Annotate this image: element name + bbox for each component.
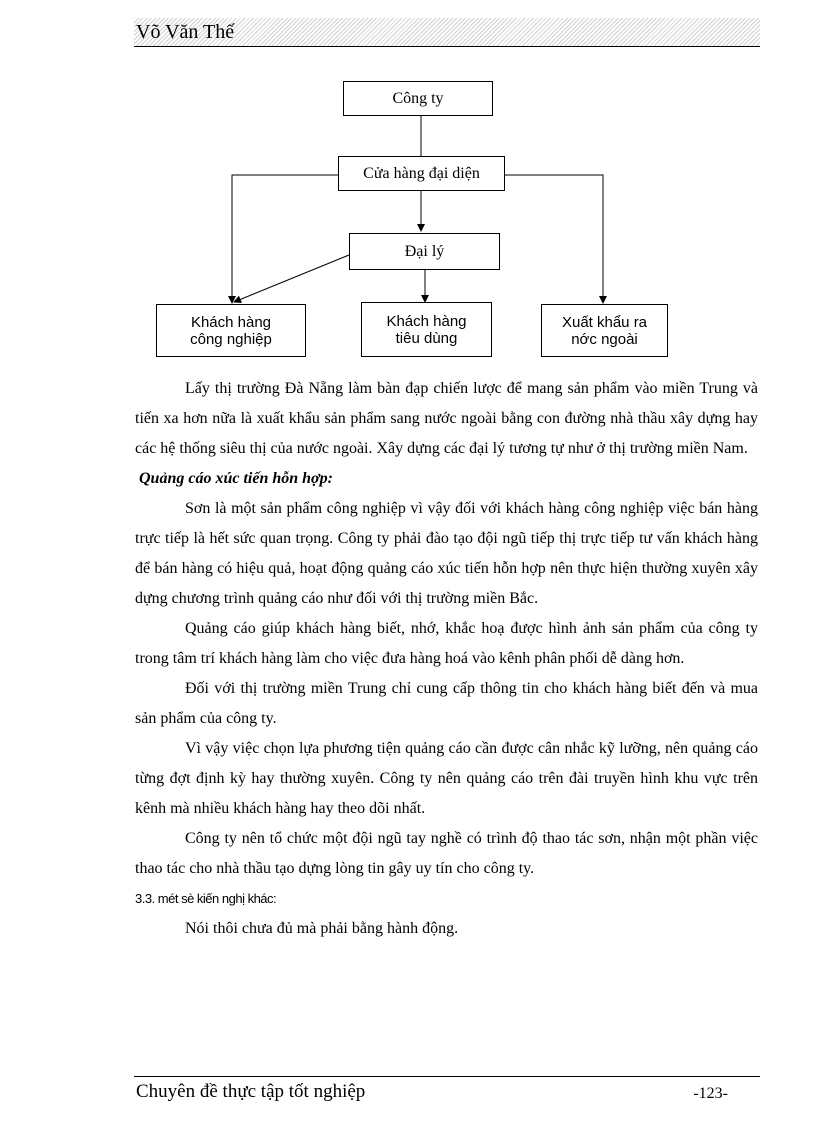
distribution-channel-diagram — [0, 0, 816, 380]
paragraph-5: Vì vậy việc chọn lựa phương tiện quảng cáo cần được cân nhắc kỹ lưỡng, nên quảng cáo từng đợt định kỳ hay thường xuyên. Công ty nên quảng cáo trên đài truyền hình khu vực trên kênh mà nhiều khách hàng hay theo dõi nhất. — [135, 740, 758, 817]
box-industrial-customers: Khách hàng công nghiệp — [156, 304, 306, 357]
footer-title: Chuyên đề thực tập tốt nghiệp — [136, 1081, 366, 1102]
page-footer — [134, 1076, 760, 1107]
section-heading-3-3: 3.3. mét sè kiến nghị khác: — [135, 891, 277, 906]
paragraph-2: Sơn là một sản phẩm công nghiệp vì vậy đối với khách hàng công nghiệp việc bán hàng trực tiếp là hết sức quan trọng. Công ty phải đào tạo đội ngũ tiếp thị trực tiếp tư vấn khách hàng để bán hàng có hiệu quả, hoạt động quảng cáo xúc tiến hỗn hợp nên thực hiện thường xuyên xây dựng chương trình quảng cáo như đối với thị trường miền Bắc. — [135, 500, 758, 607]
arrow-agent-to-industrial — [234, 255, 349, 302]
box-consumer-customers: Khách hàng tiêu dùng — [361, 302, 492, 357]
page-number: -123- — [693, 1085, 728, 1102]
paragraph-7: Nói thôi chưa đủ mà phải bằng hành động. — [185, 920, 459, 937]
paragraph-1: Lấy thị trường Đà Nẵng làm bàn đạp chiến lược để mang sản phẩm vào miền Trung và tiến xa hơn nữa là xuất khẩu sản phẩm sang nước ngoài bằng con đường nhà thầu xây dựng hay các hệ thống siêu thị của nước ngoài. Xây dựng các đại lý tương tự như ở thị trường miền Nam. — [135, 380, 758, 457]
box-export: Xuất khẩu ra nớc ngoài — [541, 304, 668, 357]
section-heading-promotion: Quảng cáo xúc tiến hỗn hợp: — [139, 470, 333, 487]
box-company: Công ty — [343, 81, 493, 116]
paragraph-4: Đối với thị trường miền Trung chỉ cung cấp thông tin cho khách hàng biết đến và mua sản phẩm của công ty. — [135, 680, 758, 727]
box-agent: Đại lý — [349, 233, 500, 270]
body-text — [135, 374, 758, 944]
paragraph-3: Quảng cáo giúp khách hàng biết, nhớ, khắc hoạ được hình ảnh sản phẩm của công ty trong tâm trí khách hàng làm cho việc đưa hàng hoá vào kênh phân phối dễ dàng hơn. — [135, 620, 758, 667]
paragraph-6: Công ty nên tổ chức một đội ngũ tay nghề có trình độ thao tác sơn, nhận một phần việc thao tác cho nhà thầu tạo dựng lòng tin gây uy tín cho công ty. — [135, 830, 758, 877]
box-representative-store: Cửa hàng đại diện — [338, 156, 505, 191]
arrow-store-to-export — [505, 175, 603, 303]
arrow-store-to-industrial — [232, 175, 338, 303]
author-name: Võ Văn Thế — [136, 21, 235, 43]
